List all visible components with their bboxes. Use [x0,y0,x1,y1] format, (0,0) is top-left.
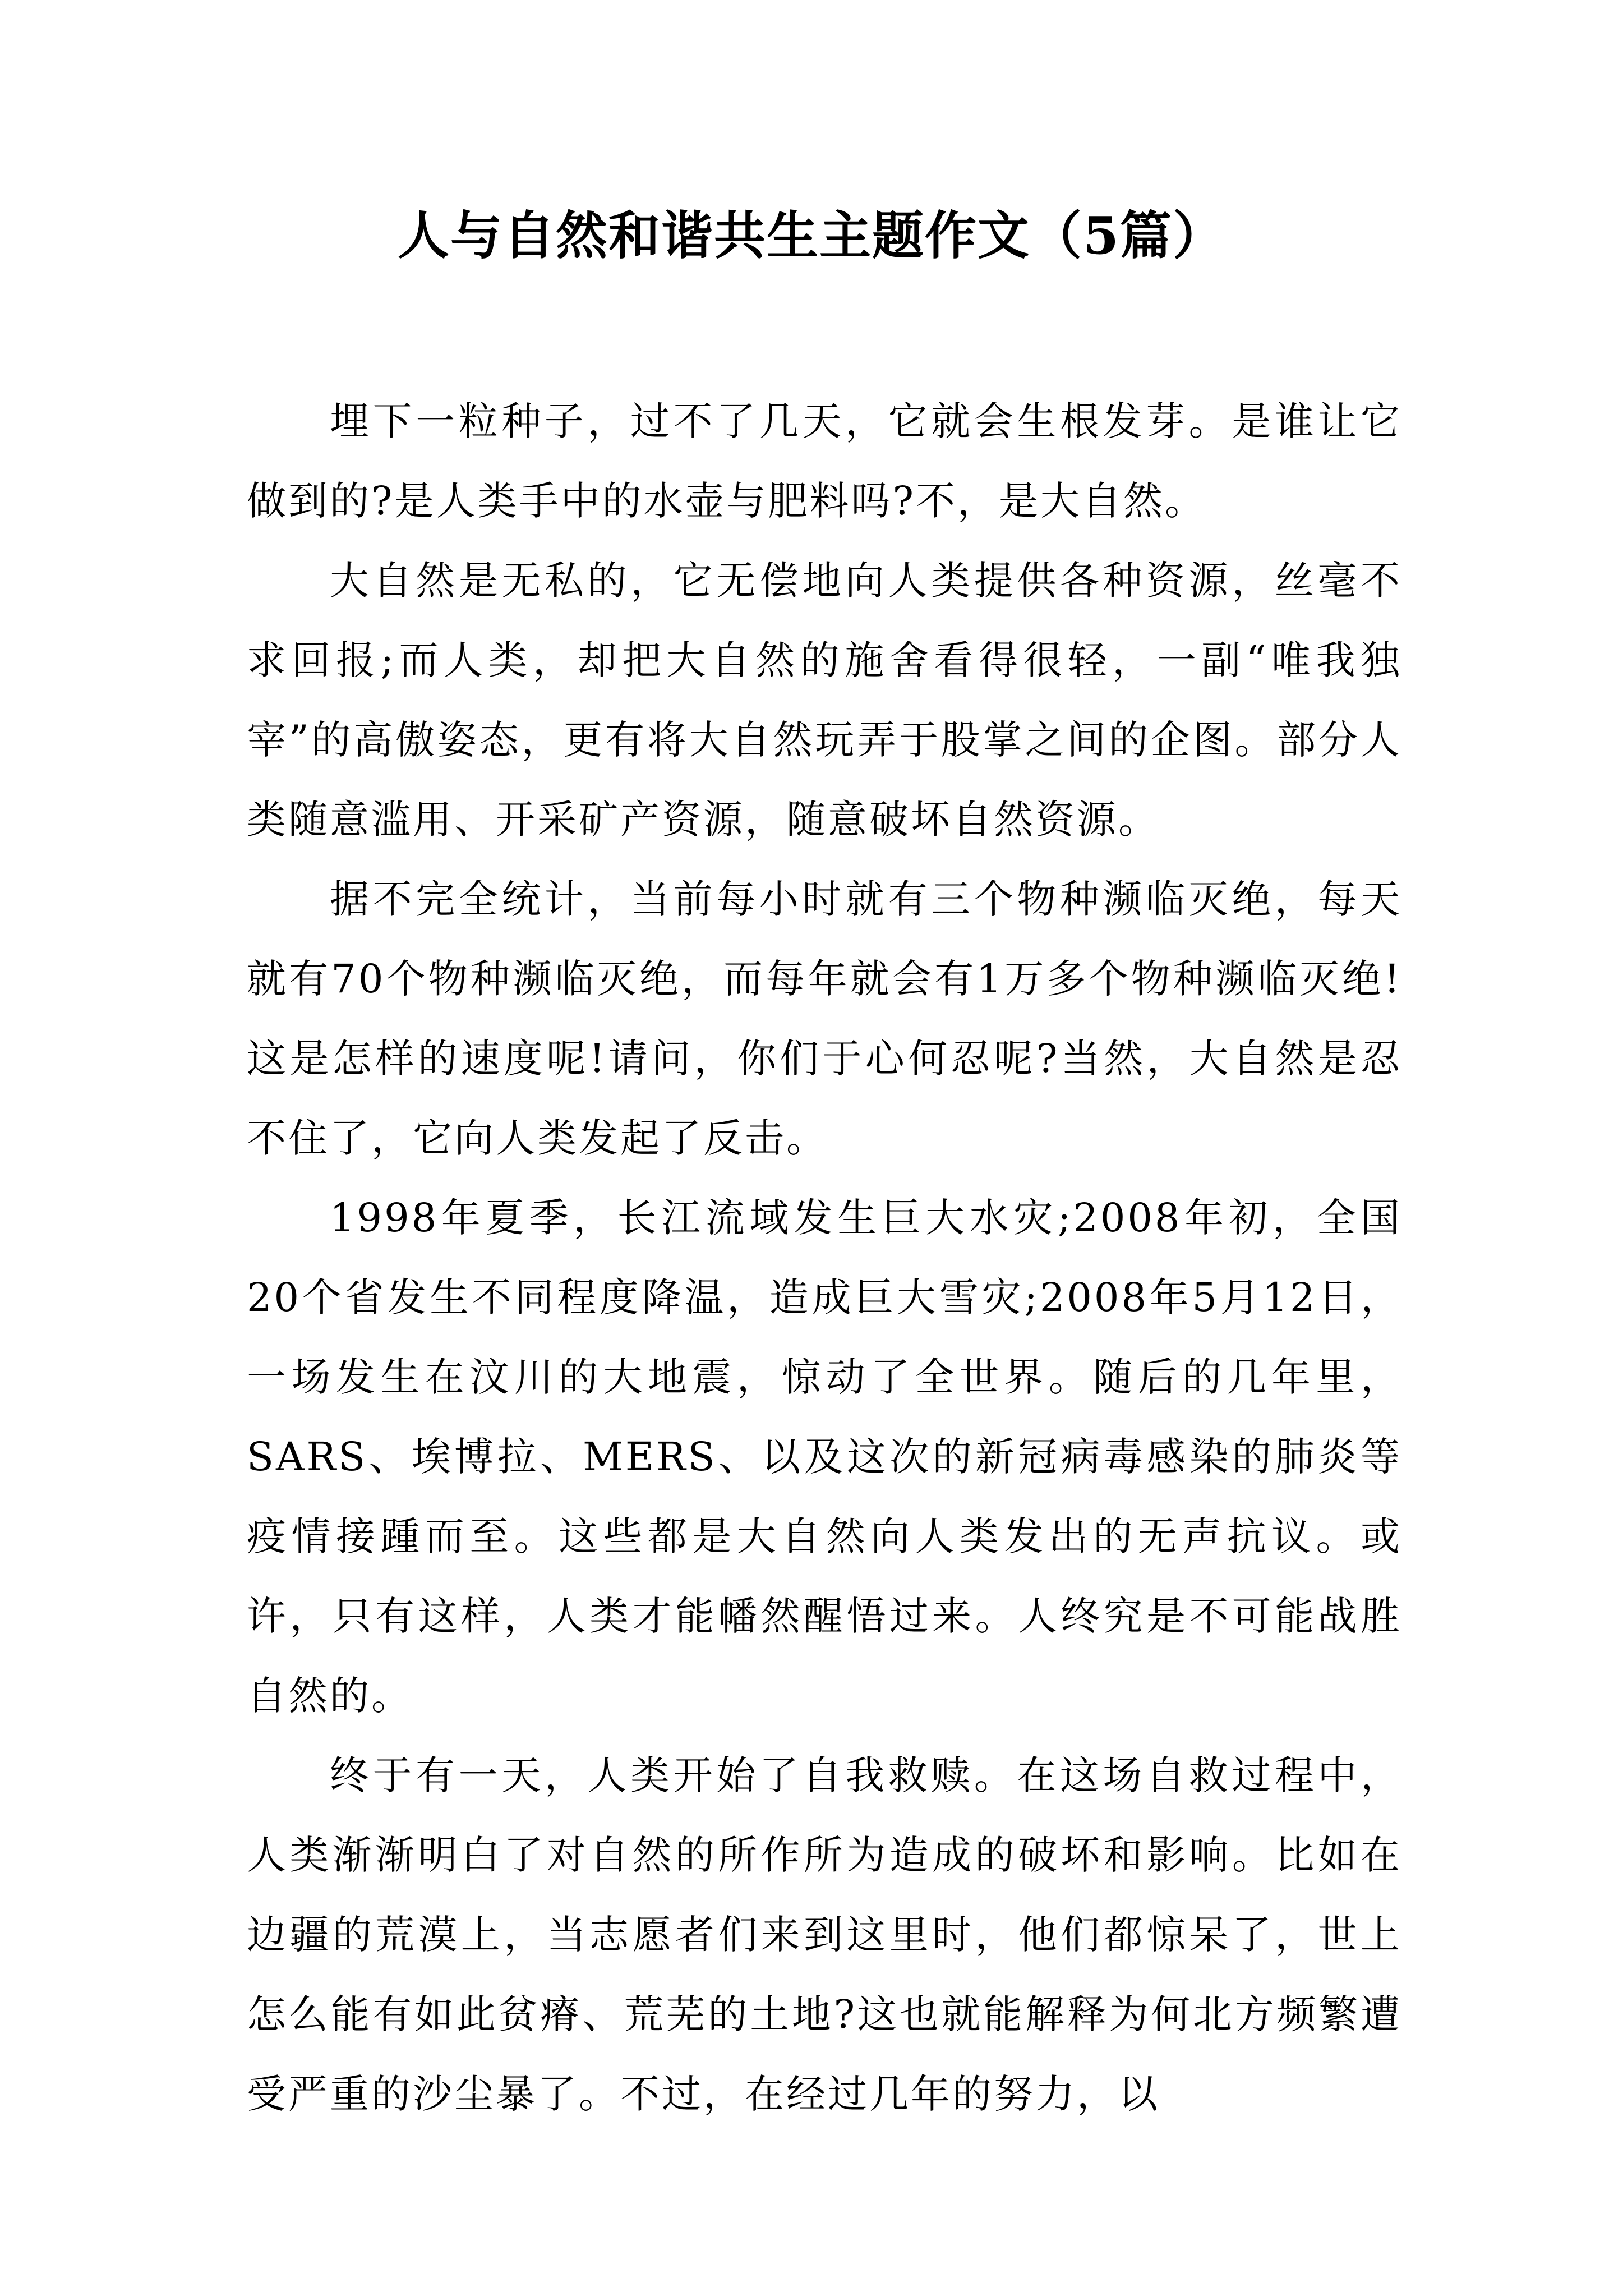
paragraph: 终于有一天，人类开始了自我救赎。在这场自救过程中，人类渐渐明白了对自然的所作所为造成的破坏和影响。比如在边疆的荒漠上，当志愿者们来到这里时，他们都惊呆了，世上怎么能有如此贫瘠、荒芜的土地?这也就能解释为何北方频繁遭受严重的沙尘暴了。不过，在经过几年的努力，以 [247,1752,1402,2117]
paragraph: 埋下一粒种子，过不了几天，它就会生根发芽。是谁让它做到的?是人类手中的水壶与肥料吗?不，是大自然。 [247,398,1402,524]
paragraph: 据不完全统计，当前每小时就有三个物种濒临灭绝，每天就有70个物种濒临灭绝，而每年就会有1万多个物种濒临灭绝!这是怎样的速度呢!请问，你们于心何忍呢?当然，大自然是忍不住了，它向人类发起了反击。 [247,876,1402,1161]
paragraph: 大自然是无私的，它无偿地向人类提供各种资源，丝毫不求回报;而人类，却把大自然的施舍看得很轻，一副“唯我独宰”的高傲姿态，更有将大自然玩弄于股掌之间的企图。部分人类随意滥用、开采矿产资源，随意破坏自然资源。 [247,558,1402,843]
document-title: 人与自然和谐共生主题作文（5篇） [397,205,1225,266]
document-body [247,381,1402,2134]
paragraph: 1998年夏季，长江流域发生巨大水灾;2008年初，全国20个省发生不同程度降温，造成巨大雪灾;2008年5月12日，一场发生在汶川的大地震，惊动了全世界。随后的几年里，SARS、埃博拉、MERS、以及这次的新冠病毒感染的肺炎等疫情接踵而至。这些都是大自然向人类发出的无声抗议。或许，只有这样，人类才能幡然醒悟过来。人终究是不可能战胜自然的。 [247,1195,1402,1719]
